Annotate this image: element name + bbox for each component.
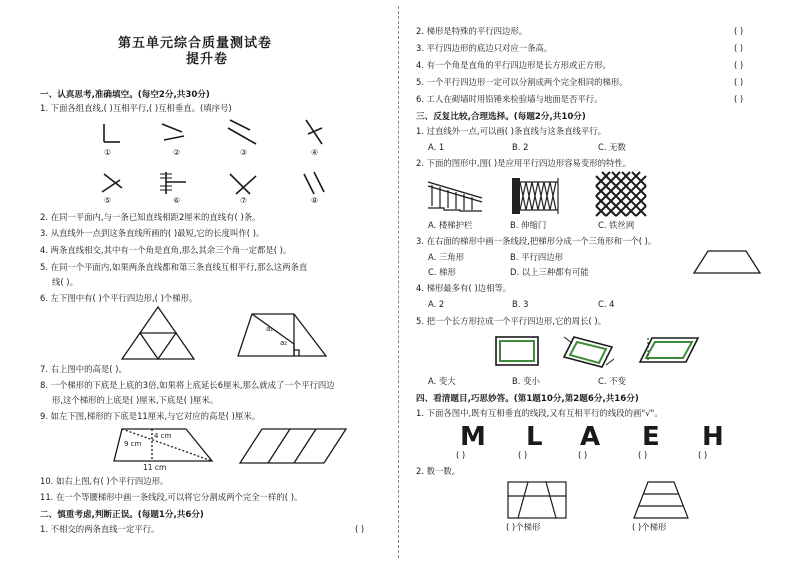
exam-subtitle: 提升卷 xyxy=(186,52,229,67)
q6-triangle-figure xyxy=(118,305,198,365)
p2-q2: 2. 梯形是特殊的平行四边形。 xyxy=(416,26,528,36)
p2-q4-answer[interactable]: ( ) xyxy=(734,60,744,70)
p3-q5-opt-c[interactable]: C. 不变 xyxy=(598,376,626,386)
frame-shearing-image xyxy=(560,333,616,369)
count-b-answer[interactable]: ( )个梯形 xyxy=(632,522,667,532)
frame-parallelogram-image xyxy=(638,336,700,366)
p2-q2-answer[interactable]: ( ) xyxy=(734,26,744,36)
p4-q1: 1. 下面各图中,既有互相垂直的线段,又有互相平行的线段的画"√"。 xyxy=(416,408,663,418)
label-6: ⑥ xyxy=(173,196,181,205)
count-figure-b xyxy=(632,480,690,520)
p2-q5: 5. 一个平行四边形一定可以分割成两个完全相同的梯形。 xyxy=(416,77,628,87)
p2-q1: 1. 不相交的两条直线一定平行。 xyxy=(40,524,160,534)
q7-trapezoid-figure xyxy=(236,310,332,360)
part4-heading: 四、看清题目,巧思妙答。(第1题10分,第2题6分,共16分) xyxy=(416,394,639,404)
letter-A: A xyxy=(580,422,601,452)
count-a-answer[interactable]: ( )个梯形 xyxy=(506,522,541,532)
p3-q1-opt-c[interactable]: C. 无数 xyxy=(598,142,626,152)
p3-q4-opt-a[interactable]: A. 2 xyxy=(428,299,445,309)
p2-q3-answer[interactable]: ( ) xyxy=(734,43,744,53)
p3-q3-opt-c[interactable]: C. 梯形 xyxy=(428,267,456,277)
p3-q2-opt-a[interactable]: A. 楼梯护栏 xyxy=(428,220,473,230)
dim-4cm: 4 cm xyxy=(154,432,172,440)
dim-9cm: 9 cm xyxy=(124,440,142,448)
p1-q5a: 5. 在同一个平面内,如果两条直线都和第三条直线互相平行,那么这两条直 xyxy=(40,262,308,272)
p1-q4: 4. 两条直线相交,其中有一个角是直角,那么其余三个角一定都是( )。 xyxy=(40,245,292,255)
letter-E: E xyxy=(642,422,660,452)
p1-q10: 10. 如右上图,有( )个平行四边形。 xyxy=(40,476,169,486)
letter-H: H xyxy=(702,422,724,452)
label-1: ① xyxy=(104,148,112,157)
letter-L-answer[interactable]: ( ) xyxy=(518,450,528,460)
fig8-line-b xyxy=(314,172,324,192)
fig7-line-b xyxy=(236,176,256,194)
p1-q5b: 线( )。 xyxy=(52,277,78,287)
retractable-gate-image xyxy=(510,176,560,216)
q10-parallelogram-figure xyxy=(238,425,350,467)
letter-M-answer[interactable]: ( ) xyxy=(456,450,466,460)
angle-a2-label: a₂ xyxy=(280,339,288,347)
p1-q3: 3. 从直线外一点到这条直线所画的( )最短,它的长度叫作( )。 xyxy=(40,228,265,238)
p2-q1-answer[interactable]: ( ) xyxy=(355,524,365,534)
letter-E-answer[interactable]: ( ) xyxy=(638,450,648,460)
p3-q3: 3. 在右面的梯形中画一条线段,把梯形分成一个三角形和一个( )。 xyxy=(416,236,657,246)
fig3-line-a xyxy=(230,120,250,130)
p3-q3-opt-d[interactable]: D. 以上三种都有可能 xyxy=(510,267,589,277)
letter-A-answer[interactable]: ( ) xyxy=(578,450,588,460)
p1-q8a: 8. 一个梯形的下底是上底的3倍,如果将上底延长6厘米,那么就成了一个平行四边 xyxy=(40,380,335,390)
p2-q6-answer[interactable]: ( ) xyxy=(734,94,744,104)
part1-heading: 一、认真思考,准确填空。(每空2分,共30分) xyxy=(40,90,210,100)
p4-q2: 2. 数一数。 xyxy=(416,466,461,476)
letter-H-answer[interactable]: ( ) xyxy=(698,450,708,460)
p1-q7: 7. 右上图中的高是( )。 xyxy=(40,364,127,374)
p3-q3-opt-a[interactable]: A. 三角形 xyxy=(428,252,465,262)
p3-q4: 4. 梯形最多有( )边相等。 xyxy=(416,283,512,293)
label-4: ④ xyxy=(311,148,319,157)
part2-heading: 二、慎重考虑,判断正误。(每题1分,共6分) xyxy=(40,510,204,520)
fig3-line-b xyxy=(228,128,256,144)
p1-q6: 6. 左下图中有( )个平行四边形,( )个梯形。 xyxy=(40,293,198,303)
fig2-line-a xyxy=(162,124,182,132)
count-figure-a xyxy=(506,480,568,520)
p3-q1-opt-a[interactable]: A. 1 xyxy=(428,142,445,152)
label-2: ② xyxy=(173,148,181,157)
p3-q1-opt-b[interactable]: B. 2 xyxy=(512,142,529,152)
letter-M: M xyxy=(460,422,486,452)
wire-mesh-image xyxy=(596,172,646,216)
exam-title: 第五单元综合质量测试卷 xyxy=(118,36,273,51)
label-5: ⑤ xyxy=(104,196,112,205)
fig8-line-a xyxy=(304,174,314,194)
column-divider xyxy=(398,6,399,558)
label-8: ⑧ xyxy=(311,196,319,205)
p3-q3-opt-b[interactable]: B. 平行四边形 xyxy=(510,252,563,262)
p3-q2-opt-b[interactable]: B. 伸缩门 xyxy=(510,220,547,230)
label-7: ⑦ xyxy=(240,196,248,205)
p2-q3: 3. 平行四边形的底边只对应一条高。 xyxy=(416,43,553,53)
p3-q5-opt-b[interactable]: B. 变小 xyxy=(512,376,540,386)
p3-q2-opt-c[interactable]: C. 铁丝网 xyxy=(598,220,635,230)
fig5-line-b xyxy=(102,180,120,192)
p2-q4: 4. 有一个角是直角的平行四边形是长方形或正方形。 xyxy=(416,60,611,70)
p1-q11: 11. 在一个等腰梯形中画一条线段,可以将它分割成两个完全一样的( )。 xyxy=(40,492,303,502)
stair-railing-image xyxy=(426,176,484,212)
p1-q2: 2. 在同一平面内,与一条已知直线相距2厘米的直线有( )条。 xyxy=(40,212,261,222)
dim-11cm: 11 cm xyxy=(143,463,167,472)
p3-q4-opt-c[interactable]: C. 4 xyxy=(598,299,615,309)
frame-rectangle-image xyxy=(494,335,540,367)
letter-L: L xyxy=(526,422,543,452)
p3-q5: 5. 把一个长方形拉成一个平行四边形,它的周长( )。 xyxy=(416,316,607,326)
p1-q8b: 形,这个梯形的上底是( )厘米,下底是( )厘米。 xyxy=(52,395,219,405)
right-column xyxy=(400,0,794,561)
angle-a1-label: a₁ xyxy=(266,325,274,333)
p3-q5-opt-a[interactable]: A. 变大 xyxy=(428,376,456,386)
label-3: ③ xyxy=(240,148,248,157)
q3-trapezoid-figure xyxy=(692,249,762,275)
p1-q1: 1. 下面各组直线,( )互相平行,( )互相垂直。(填序号) xyxy=(40,103,232,113)
part3-heading: 三、反复比较,合理选择。(每题2分,共10分) xyxy=(416,112,586,122)
p1-q9: 9. 如左下图,梯形的下底是11厘米,与它对应的高是( )厘米。 xyxy=(40,411,261,421)
p2-q5-answer[interactable]: ( ) xyxy=(734,77,744,87)
fig2-line-b xyxy=(164,136,184,140)
p3-q2: 2. 下面的图形中,图( )是应用平行四边形容易变形的特性。 xyxy=(416,158,632,168)
p3-q4-opt-b[interactable]: B. 3 xyxy=(512,299,529,309)
p2-q6: 6. 工人在砌墙时用铅锤来检验墙与地面是否平行。 xyxy=(416,94,603,104)
p3-q1: 1. 过直线外一点,可以画( )条直线与这条直线平行。 xyxy=(416,126,607,136)
